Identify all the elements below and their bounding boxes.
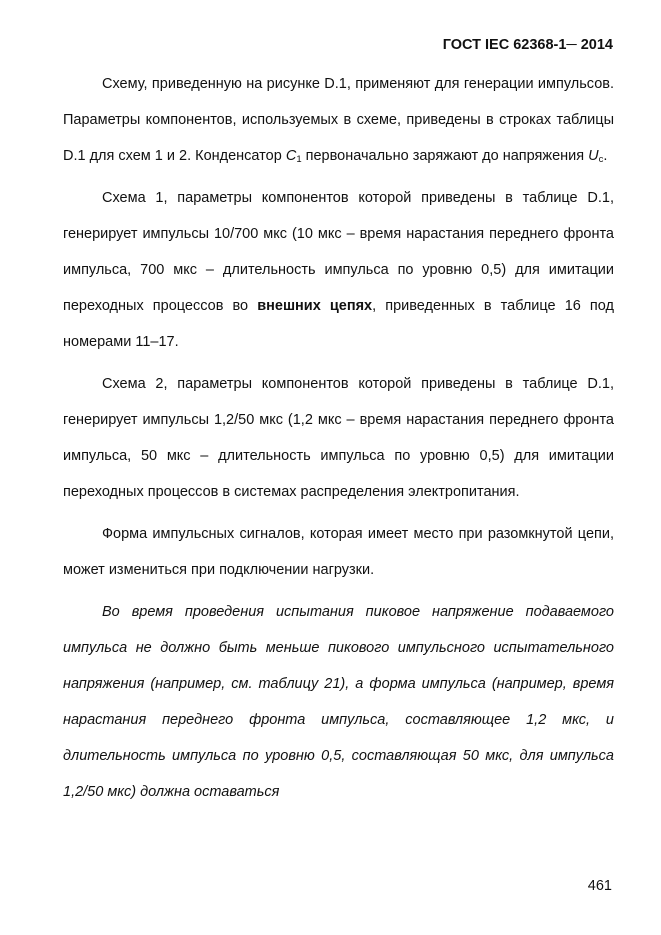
paragraph-text: Схему, приведенную на рисунке D.1, применяют для генерации импульсов. Параметры компонентов, используемых в схеме, приведены в строках таблицы D.1 для схем 1 и 2. Конденсатор — [63, 76, 614, 164]
document-header: ГОСТ IEC 62368-1─ 2014 — [442, 37, 613, 53]
paragraph-text: первоначально заряжают до напряжения — [301, 148, 589, 164]
paragraph-test-requirement: Во время проведения испытания пиковое напряжение подаваемого импульса не должно быть меньше пикового импульсного испытательного напряжения (например, см. таблицу 21), а форма импульса (например, время нарастания переднего фронта импульса, составляющее 1,2 мкс, и длительность импульса по уровню 0,5, составляющая 50 мкс, для импульса 1,2/50 мкс) должна оставаться — [63, 604, 614, 800]
paragraph-circuit-2: Схема 2, параметры компонентов которой приведены в таблице D.1, генерирует импульсы 1,2/50 мкс (1,2 мкс – время нарастания переднего фронта импульса, 50 мкс – длительность импульса по уровню 0,5) для имитации переходных процессов в системах распределения электропитания. — [63, 376, 614, 500]
capacitor-symbol: C — [285, 148, 297, 164]
paragraph-text: , приведенных в таблице 16 под номерами 11–17. — [63, 298, 614, 350]
capacitor-subscript: 1 — [296, 154, 302, 165]
paragraph-pulse-generation — [63, 66, 614, 174]
paragraph-text: Схема 1, параметры компонентов которой приведены в таблице D.1, генерирует импульсы 10/700 мкс (10 мкс – время нарастания переднего фронта импульса, 700 мкс – длительность импульса по уровню 0,5) для имитации переходных процессов во — [63, 190, 614, 314]
page-body — [63, 66, 614, 816]
page-number: 461 — [587, 878, 612, 894]
paragraph-text: . — [603, 148, 608, 164]
defined-term: внешних цепях — [257, 298, 373, 314]
paragraph-waveform-note: Форма импульсных сигналов, которая имеет место при разомкнутой цепи, может измениться при подключении нагрузки. — [63, 526, 614, 578]
voltage-subscript: c — [598, 154, 604, 165]
paragraph-circuit-1 — [63, 180, 614, 360]
voltage-symbol: U — [588, 148, 599, 164]
